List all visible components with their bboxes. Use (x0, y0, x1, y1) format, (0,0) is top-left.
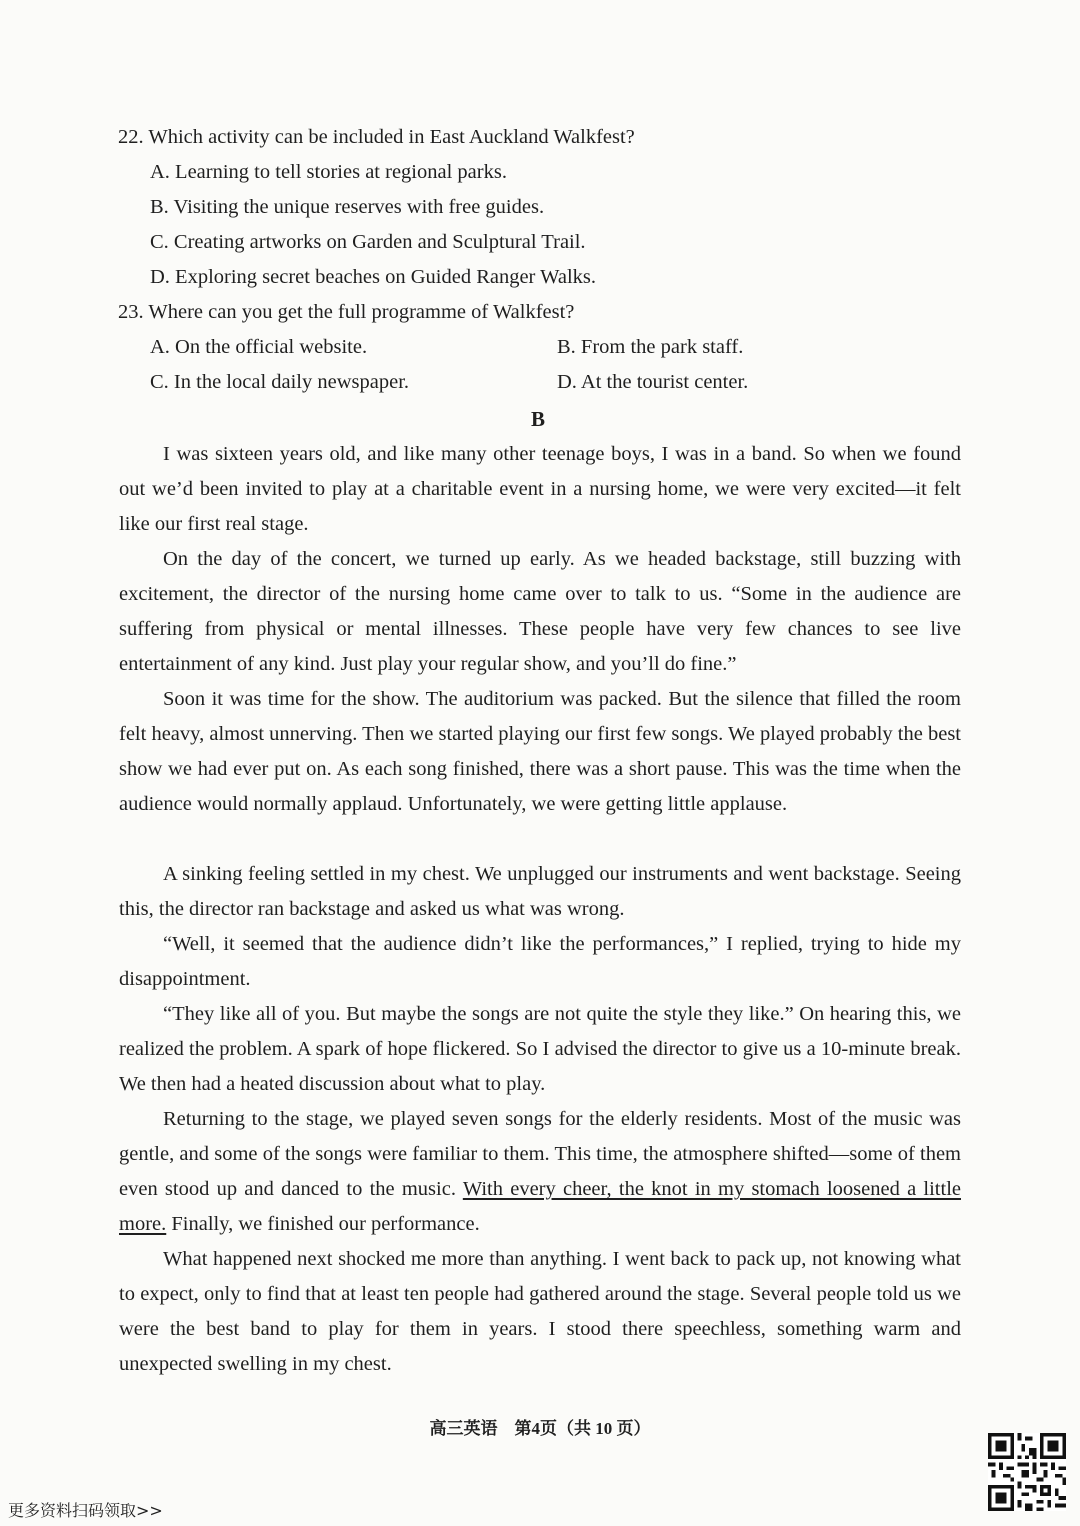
passage-paragraph-7 (119, 1102, 961, 1242)
question-22-option-d: D. Exploring secret beaches on Guided Ranger Walks. (150, 266, 596, 288)
underlined-sentence: With every cheer, the knot in my stomach loosened a little more. (119, 1178, 961, 1235)
passage-paragraph-4: A sinking feeling settled in my chest. We unplugged our instruments and went backstage. Seeing this, the director ran backstage and asked us what was wrong. (119, 863, 961, 920)
question-23-option-d: D. At the tourist center. (557, 371, 749, 393)
question-23-stem: 23. Where can you get the full programme of Walkfest? (118, 301, 575, 323)
section-heading: B (531, 407, 546, 431)
question-23-option-a: A. On the official website. (150, 336, 368, 358)
paragraph-7-text-start: Returning to the stage, we played seven songs for the elderly residents. Most of the music was gentle, and some of the songs were familiar to them. This time, the atmosphere shifted—some of them even stood up and danced to the music. (119, 1108, 961, 1200)
question-22-option-a: A. Learning to tell stories at regional parks. (150, 161, 507, 183)
passage-paragraph-5: “Well, it seemed that the audience didn’t like the performances,” I replied, trying to hide my disappointment. (119, 933, 961, 990)
passage-paragraph-8: What happened next shocked me more than anything. I went back to pack up, not knowing what to expect, only to find that at least ten people had gathered around the stage. Several people told us we were the best band to play for them in years. I stood there speechless, something warm and unexpected swelling in my chest. (119, 1248, 961, 1375)
question-22-stem: 22. Which activity can be included in East Auckland Walkfest? (118, 126, 635, 148)
passage-paragraph-6: “They like all of you. But maybe the songs are not quite the style they like.” On hearing this, we realized the problem. A spark of hope flickered. So I advised the director to give us a 10-minute break. We then had a heated discussion about what to play. (119, 1003, 961, 1095)
bottom-note[interactable]: 更多资料扫码领取>> (8, 1501, 163, 1520)
question-23-option-c: C. In the local daily newspaper. (150, 371, 410, 393)
paragraph-7-text-end: Finally, we finished our performance. (166, 1213, 480, 1235)
passage-paragraph-2: On the day of the concert, we turned up early. As we headed backstage, still buzzing with excitement, the director of the nursing home came over to talk to us. “Some in the audience are suffering from physical or mental illnesses. These people have very few chances to see live entertainment of any kind. Just play your regular show, and you’ll do fine.” (119, 548, 961, 675)
question-23-option-b: B. From the park staff. (557, 336, 744, 358)
passage-paragraph-1: I was sixteen years old, and like many other teenage boys, I was in a band. So when we found out we’d been invited to play at a charitable event in a nursing home, we were very excited—it felt like our first real stage. (119, 443, 961, 535)
page-footer: 高三英语 第4页（共 10 页） (429, 1419, 651, 1438)
qr-code-icon[interactable] (988, 1433, 1066, 1511)
passage-paragraph-3: Soon it was time for the show. The auditorium was packed. But the silence that filled the room felt heavy, almost unnerving. Then we started playing our first few songs. We played probably the best show we had ever put on. As each song finished, there was a short pause. This was the time when the audience would normally applaud. Unfortunately, we were getting little applause. (119, 688, 961, 815)
question-22-option-b: B. Visiting the unique reserves with free guides. (150, 196, 545, 218)
question-22-option-c: C. Creating artworks on Garden and Sculptural Trail. (150, 231, 586, 253)
